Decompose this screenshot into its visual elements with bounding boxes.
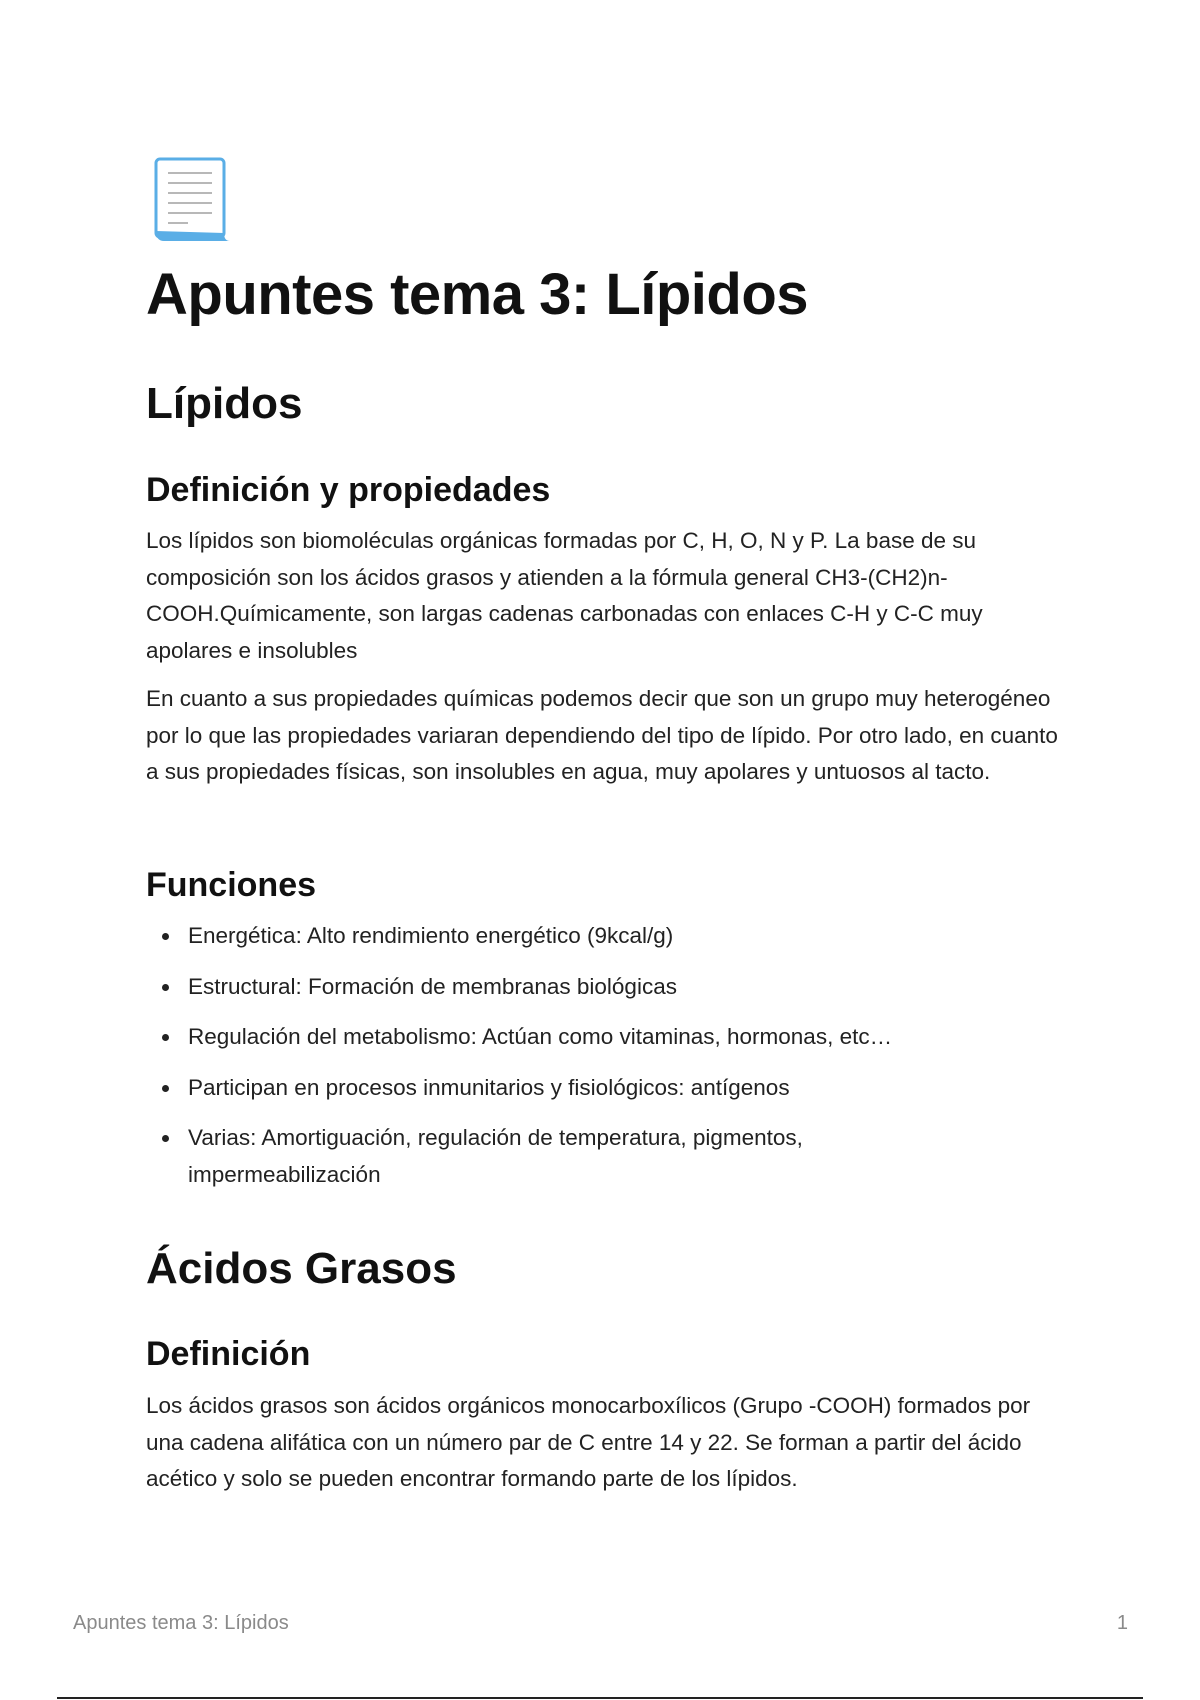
list-item-text: Regulación del metabolismo: Actúan como vitaminas, hormonas, etc…	[188, 1024, 893, 1049]
paragraph-propiedades: En cuanto a sus propiedades químicas podemos decir que son un grupo muy heterogéneo por lo que las propiedades variaran dependiendo del tipo de lípido. Por otro lado, en cuanto a sus propiedades físicas, son insolubles en agua, muy apolares y untuosos al tacto.	[146, 686, 1058, 784]
subsection-heading-funciones: Funciones	[146, 866, 317, 904]
section-heading-acidos-grasos: Ácidos Grasos	[146, 1244, 457, 1293]
bullet-icon	[162, 1085, 169, 1092]
bullet-icon	[162, 1135, 169, 1142]
paragraph-acidos-grasos-definicion: Los ácidos grasos son ácidos orgánicos monocarboxílicos (Grupo -COOH) formados por una cadena alifática con un número par de C entre 14 y 22. Se forman a partir del ácido acético y solo se pueden encontrar formando parte de los lípidos.	[146, 1393, 1031, 1491]
bullet-icon	[162, 933, 169, 940]
list-item	[146, 1120, 948, 1193]
list-item-text: Energética: Alto rendimiento energético (9kcal/g)	[188, 923, 674, 948]
subsection-heading-definicion: Definición	[146, 1335, 311, 1373]
list-item-text: Participan en procesos inmunitarios y fisiológicos: antígenos	[188, 1074, 790, 1100]
footer-page-number: 1	[1116, 1612, 1128, 1634]
bullet-icon	[162, 1034, 169, 1041]
list-item	[146, 1019, 1066, 1056]
list-item	[146, 918, 1066, 955]
bullet-icon	[162, 984, 169, 991]
footer-divider	[57, 1697, 1143, 1699]
footer-document-title: Apuntes tema 3: Lípidos	[73, 1612, 289, 1634]
section-heading-lipidos: Lípidos	[146, 379, 303, 428]
paragraph-definicion: Los lípidos son biomoléculas orgánicas formadas por C, H, O, N y P. La base de su composición son los ácidos grasos y atienden a la fórmula general CH3-(CH2)n-COOH.Químicamente, son largas cadenas carbonadas con enlaces C-H y C-C muy apolares e insolubles	[146, 528, 983, 663]
funciones-list	[146, 918, 1066, 1207]
page-title: Apuntes tema 3: Lípidos	[146, 262, 809, 327]
subsection-heading-definicion-propiedades: Definición y propiedades	[146, 471, 551, 509]
list-item-text: Estructural: Formación de membranas biológicas	[188, 973, 677, 999]
list-item	[146, 1070, 1066, 1107]
document-page-icon	[152, 157, 232, 245]
list-item	[146, 969, 1066, 1006]
list-item-text: Varias: Amortiguación, regulación de temperatura, pigmentos, impermeabilización	[188, 1125, 803, 1187]
